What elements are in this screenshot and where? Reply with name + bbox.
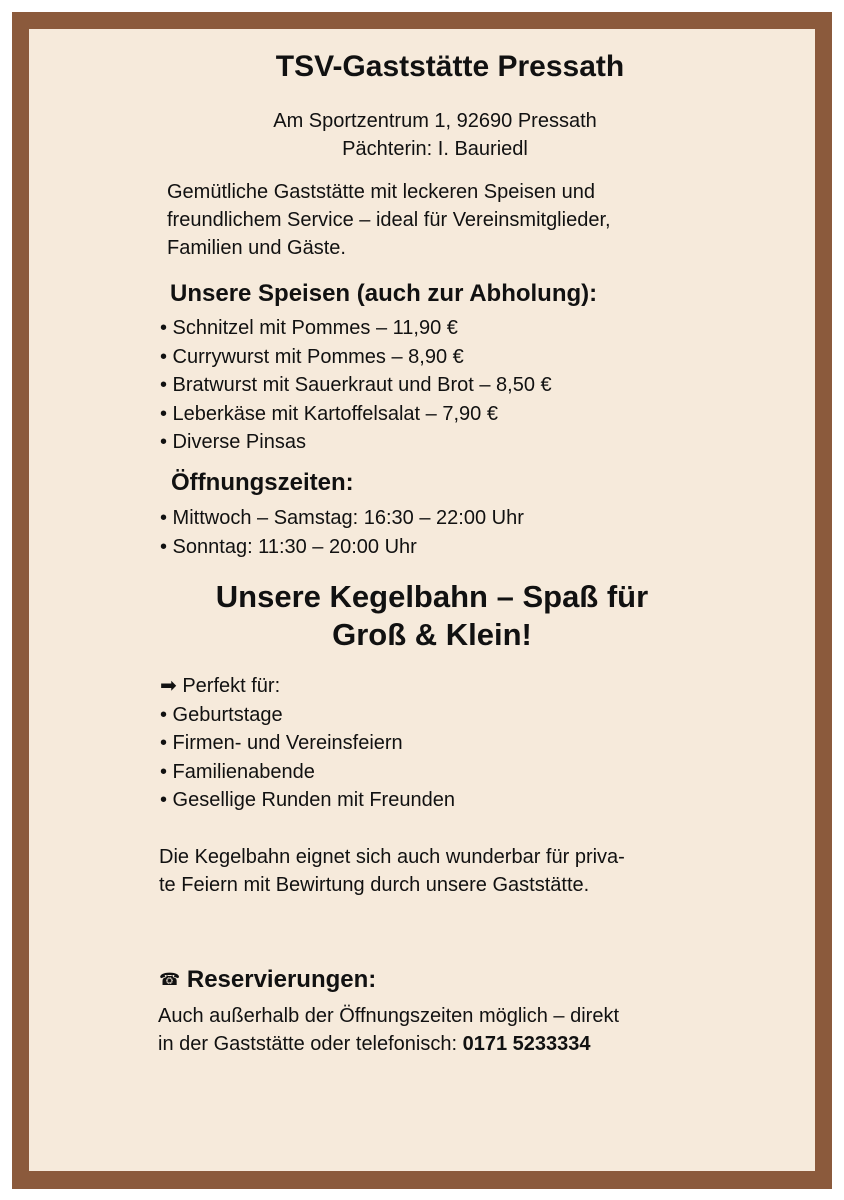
kegelbahn-list <box>160 672 455 815</box>
menu-item: • Bratwurst mit Sauerkraut und Brot – 8,50 € <box>160 374 552 396</box>
kegelbahn-heading-line: Unsere Kegelbahn – Spaß für <box>215 579 649 614</box>
menu-heading: Unsere Speisen (auch zur Abholung): <box>170 280 598 307</box>
reservation-text-line <box>158 1030 738 1058</box>
reservation-heading <box>159 966 376 994</box>
kegelbahn-heading <box>0 578 844 654</box>
hours-heading: Öffnungszeiten: <box>171 469 354 496</box>
reservation-text-prefix: in der Gaststätte oder telefonisch: <box>158 1033 463 1055</box>
intro-line: Familien und Gäste. <box>167 237 346 259</box>
kegelbahn-heading-line: Groß & Klein! <box>332 617 532 652</box>
kegelbahn-item: ➡ Perfekt für: <box>160 675 281 697</box>
page-title: TSV-Gaststätte Pressath <box>275 50 625 83</box>
tenant: Pächterin: I. Bauriedl <box>342 138 528 160</box>
menu-item: • Schnitzel mit Pommes – 11,90 € <box>160 317 458 339</box>
kegelbahn-item: • Familienabende <box>160 760 315 783</box>
kegelbahn-item: • Firmen- und Vereinsfeiern <box>160 732 403 754</box>
hours-list <box>160 504 524 561</box>
menu-item: • Diverse Pinsas <box>160 431 306 453</box>
menu-list <box>160 314 552 457</box>
reservation-text <box>158 1002 738 1058</box>
reservation-text-line: Auch außerhalb der Öffnungszeiten möglich – direkt <box>158 1005 620 1027</box>
hours-item: • Sonntag: 11:30 – 20:00 Uhr <box>160 535 417 558</box>
kegelbahn-text-line: Die Kegelbahn eignet sich auch wunderbar für priva- <box>159 846 625 868</box>
phone-icon: ☎ <box>159 970 181 989</box>
phone-number[interactable]: 0171 5233334 <box>462 1033 591 1055</box>
intro-line: Gemütliche Gaststätte mit leckeren Speisen und <box>167 181 595 203</box>
hours-item: • Mittwoch – Samstag: 16:30 – 22:00 Uhr <box>160 507 524 529</box>
kegelbahn-item: • Gesellige Runden mit Freunden <box>160 789 455 811</box>
menu-item: • Currywurst mit Pommes – 8,90 € <box>160 345 464 368</box>
kegelbahn-text <box>159 843 719 899</box>
reservation-heading-text: Reservierungen: <box>186 966 377 993</box>
intro-line: freundlichem Service – ideal für Vereinsmitglieder, <box>167 209 611 231</box>
intro-text <box>167 178 687 262</box>
kegelbahn-text-line: te Feiern mit Bewirtung durch unsere Gaststätte. <box>159 874 590 896</box>
menu-item: • Leberkäse mit Kartoffelsalat – 7,90 € <box>160 402 498 425</box>
kegelbahn-item: • Geburtstage <box>160 703 283 726</box>
address: Am Sportzentrum 1, 92690 Pressath <box>273 110 597 132</box>
